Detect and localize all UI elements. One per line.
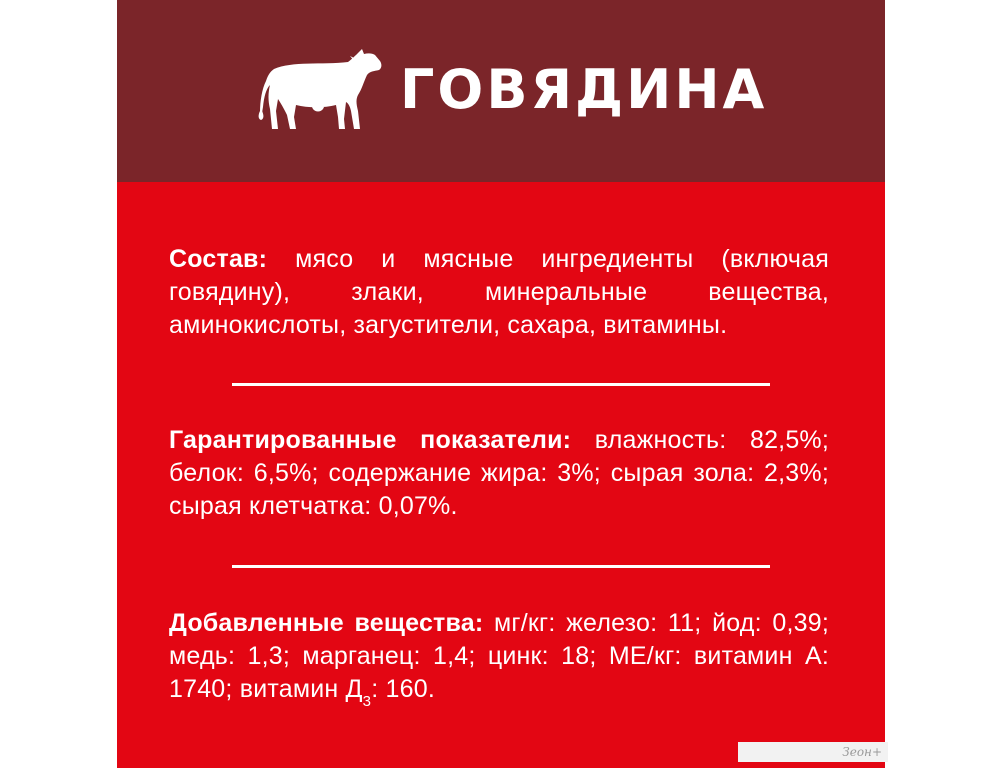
composition-section	[169, 243, 829, 342]
additives-label: Добавленные вещества:	[169, 609, 484, 637]
additives-text-end: : 160.	[371, 675, 435, 703]
header-banner	[117, 0, 885, 182]
header-content	[252, 40, 767, 140]
divider	[232, 383, 770, 386]
additives-section	[169, 607, 829, 710]
divider	[232, 565, 770, 568]
guaranteed-text: влажность: 82,5%; белок: 6,5%; содержание жира: 3%; сырая зола: 2,3%; сырая клетчатка: 0,07%.	[169, 426, 829, 520]
additives-subscript: 3	[362, 693, 372, 710]
watermark: Зеон+	[738, 742, 888, 762]
composition-label: Состав:	[169, 245, 268, 273]
guaranteed-section	[169, 424, 829, 523]
product-info-card	[117, 0, 885, 768]
guaranteed-label: Гарантированные показатели:	[169, 426, 572, 454]
cow-icon	[252, 45, 384, 135]
header-title: ГОВЯДИНА	[400, 58, 768, 121]
composition-text: мясо и мясные ингредиенты (включая говядину), злаки, минеральные вещества, аминокислоты, загустители, сахара, витамины.	[169, 245, 829, 339]
additives-text: мг/кг: железо: 11; йод: 0,39; медь: 1,3; марганец: 1,4; цинк: 18; МЕ/кг: витамин А: 1740; витамин Д	[169, 609, 829, 703]
